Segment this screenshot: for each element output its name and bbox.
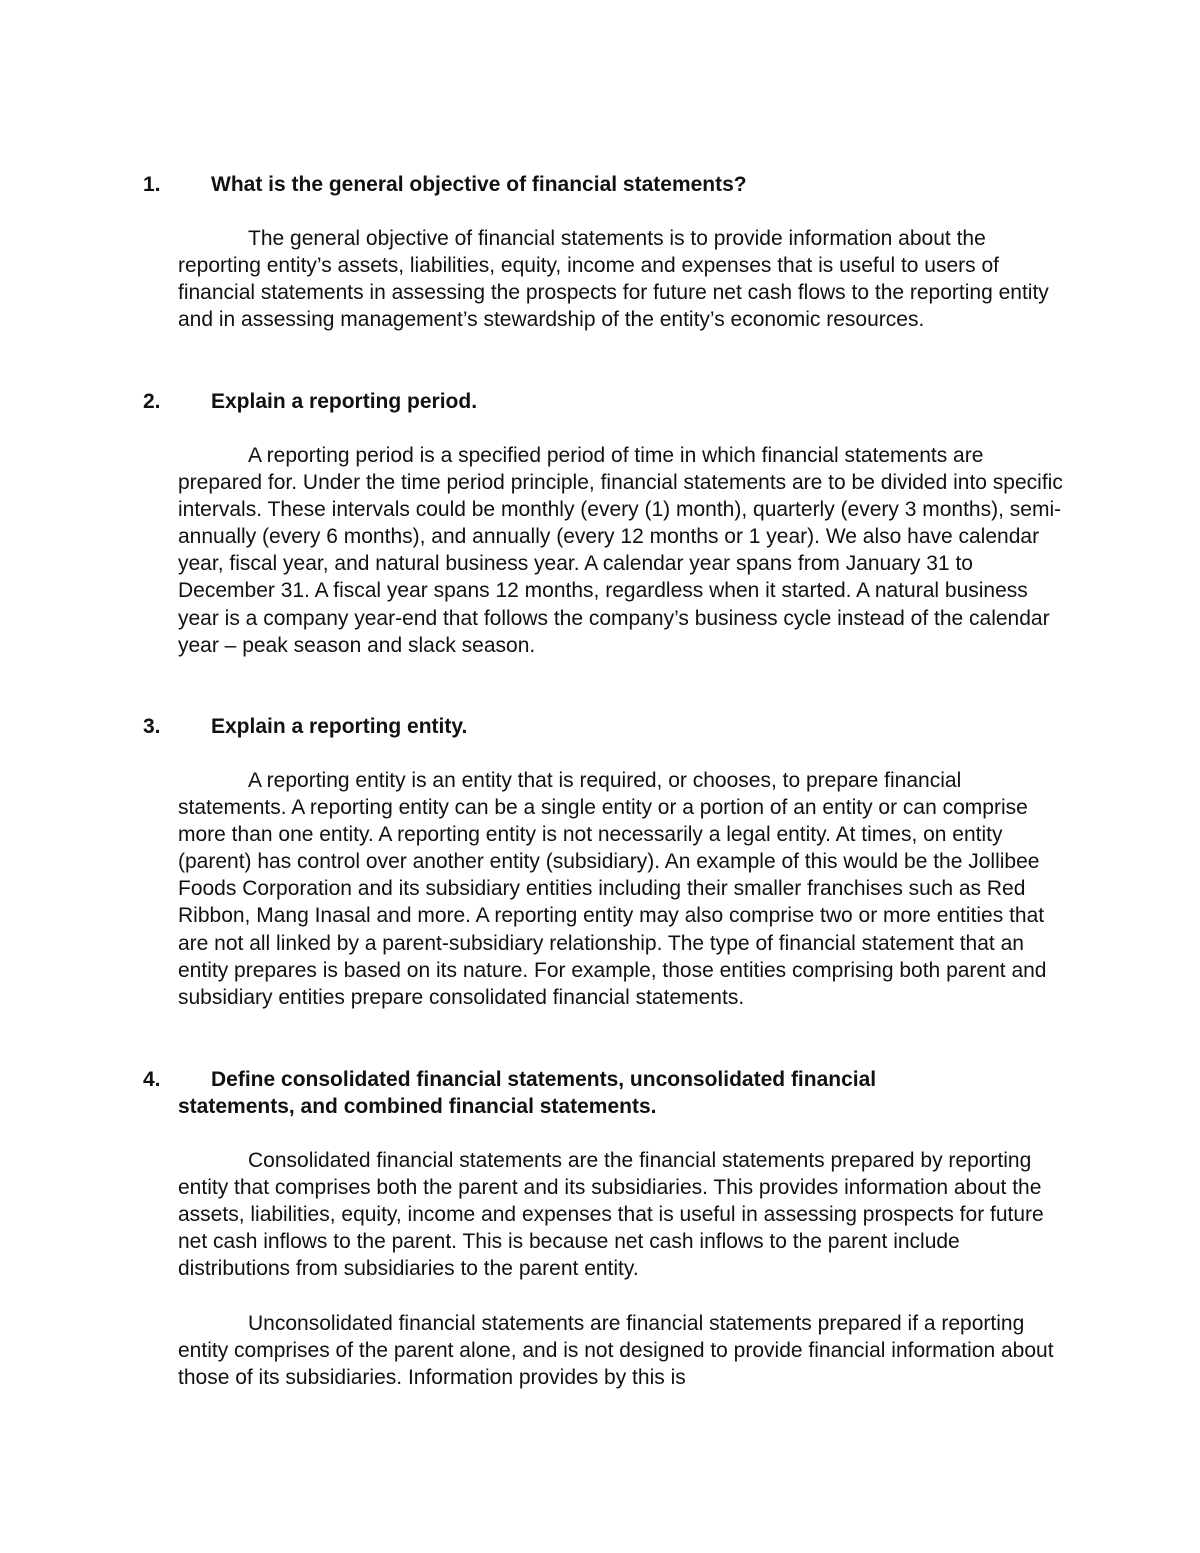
question-title: What is the general objective of financial statements? [211, 173, 747, 196]
answer-paragraph: A reporting period is a specified period of time in which financial statements are prepared for. Under the time period principle, financial statements are to be divided into specific intervals. These intervals could be monthly (every (1) month), quarterly (every 3 months), semi-annually (every 6 months), and annually (every 12 months or 1 year). We also have calendar year, fiscal year, and natural business year. A calendar year spans from January 31 to December 31. A fiscal year spans 12 months, regardless when it started. A natural business year is a company year-end that follows the company’s business cycle instead of the calendar year – peak season and slack season. [178, 444, 1063, 657]
question-number: 3. [143, 715, 161, 738]
answer-paragraph: Unconsolidated financial statements are financial statements prepared if a reporting entity comprises of the parent alone, and is not designed to provide financial information about those of its subsidiaries. Information provides by this is [178, 1312, 1054, 1390]
question-title-line-2: statements, and combined financial statements. [178, 1095, 657, 1118]
answer-paragraph: Consolidated financial statements are the financial statements prepared by reporting entity that comprises both the parent and its subsidiaries. This provides information about the assets, liabilities, equity, income and expenses that is useful in assessing prospects for future net cash inflows to the parent. This is because net cash inflows to the parent include distributions from subsidiaries to the parent entity. [178, 1149, 1044, 1281]
answer-paragraph: The general objective of financial statements is to provide information about the reporting entity’s assets, liabilities, equity, income and expenses that is useful to users of financial statements in assessing the prospects for future net cash flows to the reporting entity and in assessing management’s stewardship of the entity’s economic resources. [178, 227, 1049, 332]
question-number: 4. [143, 1068, 161, 1091]
question-2-heading [143, 388, 1073, 415]
answer-paragraph: A reporting entity is an entity that is required, or chooses, to prepare financial statements. A reporting entity can be a single entity or a portion of an entity or can comprise more than one entity. A reporting entity is not necessarily a legal entity. At times, on entity (parent) has control over another entity (subsidiary). An example of this would be the Jollibee Foods Corporation and its subsidiary entities including their smaller franchises such as Red Ribbon, Mang Inasal and more. A reporting entity may also comprise two or more entities that are not all linked by a parent-subsidiary relationship. The type of financial statement that an entity prepares is based on its nature. For example, those entities comprising both parent and subsidiary entities prepare consolidated financial statements. [178, 769, 1047, 1009]
question-number: 2. [143, 390, 161, 413]
question-1-heading [143, 171, 1073, 198]
question-title: Explain a reporting entity. [211, 715, 468, 738]
question-title-line-1: Define consolidated financial statements, unconsolidated financial [211, 1068, 877, 1091]
question-title: Explain a reporting period. [211, 390, 478, 413]
question-3-heading [143, 713, 1073, 740]
question-number: 1. [143, 173, 161, 196]
question-4-heading [143, 1066, 1073, 1120]
